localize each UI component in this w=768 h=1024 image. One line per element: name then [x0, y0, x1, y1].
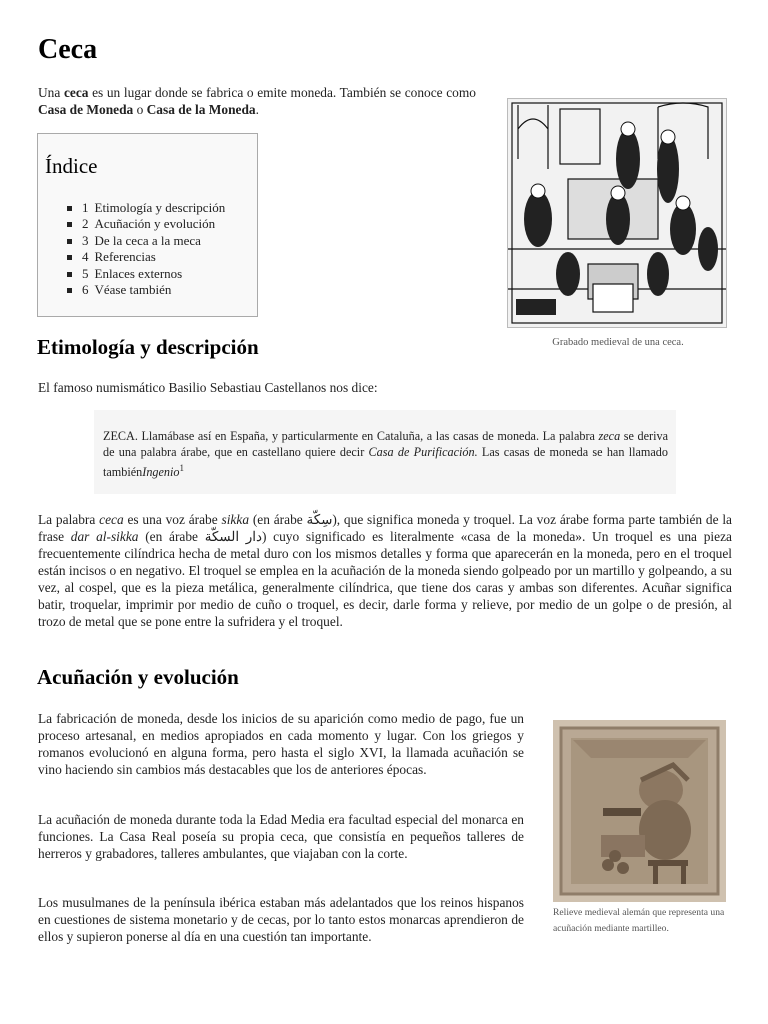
- section-heading-etimologia: Etimología y descripción: [37, 335, 259, 359]
- quote-lead: El famoso numismático Basilio Sebastiau Castellanos nos dice:: [38, 380, 378, 395]
- toc-number: 1: [82, 200, 89, 215]
- para-text: La palabra: [38, 512, 100, 527]
- reference-link[interactable]: 1: [179, 463, 184, 473]
- table-of-contents: [37, 133, 258, 317]
- intro-paragraph: [38, 84, 476, 118]
- toc-item-vease[interactable]: [66, 282, 225, 298]
- toc-label[interactable]: De la ceca a la meca: [94, 232, 201, 248]
- para-text: (en árabe دار السكّة) cuyo significado es literalmente «casa de la moneda». Un troquel es una pieza frecuentemente cilíndrica hecha de metal duro con los mismos detalles y forma que aparecerán en la moneda, pero en el troquel están incisos o en negativo. El troquel se emplea en la acuñación de la moneda siendo golpeado por un martillo y golpeando, a su vez, al cospel, que es la pieza metálica, generalmente cilíndrica, que tiene dos caras y ambas son diferentes. Acuñar significa batir, troquelar, imprimir por medio de cuño o troquel, es decir, darle forma y relieve, por medio de un golpe o de presión, al trozo de metal que se pone entre la sufridera y el troquel.: [38, 529, 732, 629]
- medieval-relief-image[interactable]: [553, 720, 726, 902]
- toc-number: 4: [82, 249, 89, 265]
- intro-text: Una: [38, 85, 64, 100]
- intro-text: o: [133, 102, 147, 117]
- section-heading-acunacion: Acuñación y evolución: [37, 665, 239, 689]
- para-term: dar al-sikka: [70, 529, 139, 544]
- quote-text: ZECA. Llamábase así en España, y particularmente en Cataluña, a las casas de moneda. La palabra: [103, 429, 599, 443]
- intro-text: es un lugar donde se fabrica o emite moneda. También se conoce como: [88, 85, 476, 100]
- term-casa-de-moneda: Casa de Moneda: [38, 102, 134, 117]
- quote-text: se deriva de una palabra árabe, que en castellano quiere decir: [103, 429, 668, 459]
- para-term: sikka: [221, 512, 250, 527]
- acunacion-paragraph-3: Los musulmanes de la península ibérica estaban más adelantados que los reinos hispanos en cuestiones de sistema monetario y de cecas, por lo tanto estos monarcas aprendieron de ellos y supieron ponerse al día en una cuestión tan importante.: [38, 895, 524, 944]
- para-text: (en árabe سِكّة), que significa moneda y troquel. La voz árabe forma parte también de la frase: [38, 512, 732, 544]
- relief-illustration: [553, 720, 726, 902]
- toc-label[interactable]: Acuñación y evolución: [94, 216, 216, 232]
- quote-term: Ingenio: [142, 465, 180, 480]
- toc-label[interactable]: Véase también: [94, 282, 172, 298]
- quote-term: Casa de Purificación.: [368, 445, 478, 459]
- figure-caption: Grabado medieval de una ceca.: [552, 337, 684, 348]
- figure-caption: Relieve medieval alemán que representa una acuñación mediante martilleo.: [553, 907, 725, 934]
- toc-item-enlaces[interactable]: [66, 266, 225, 282]
- toc-number: 6: [82, 282, 89, 298]
- page-title: Ceca: [38, 34, 98, 65]
- toc-item-referencias[interactable]: [66, 249, 225, 265]
- toc-item-acunacion[interactable]: [66, 216, 225, 232]
- toc-label[interactable]: Referencias: [94, 249, 156, 265]
- etymology-paragraph: [38, 511, 732, 630]
- toc-number: 5: [82, 265, 89, 281]
- toc-item-meca[interactable]: [66, 233, 225, 249]
- toc-item-etimologia[interactable]: [66, 200, 225, 216]
- quote-text: Las casas de moneda se han llamado también: [103, 445, 668, 480]
- intro-text: .: [255, 102, 259, 117]
- acunacion-paragraph-2: La acuñación de moneda durante toda la Edad Media era facultad especial del monarca en funciones. La Casa Real poseía su propia ceca, que consistía en pequeños talleres de herreros y grabadores, talleres ambulantes, que viajaban con la corte.: [38, 812, 524, 861]
- toc-heading: Índice: [45, 154, 98, 178]
- medieval-mint-engraving-image[interactable]: [507, 98, 727, 328]
- toc-label[interactable]: Enlaces externos: [94, 265, 183, 281]
- para-term: ceca: [99, 512, 124, 527]
- term-ceca: ceca: [63, 85, 89, 100]
- toc-number: 3: [82, 232, 89, 248]
- toc-number: 2: [82, 216, 89, 232]
- term-casa-de-la-moneda: Casa de la Moneda: [146, 102, 256, 117]
- engraving-illustration: [508, 99, 726, 327]
- toc-label[interactable]: Etimología y descripción: [94, 200, 226, 215]
- quote-term: zeca: [598, 429, 621, 443]
- acunacion-paragraph-1: La fabricación de moneda, desde los inicios de su aparición como medio de pago, fue un proceso artesanal, en medios apropiados en cada momento y lugar. Con los griegos y romanos evolucionó en alguna forma, pero hasta el siglo XVI, la llamada acuñación se vino haciendo sin cambios más destacables que los de anteriores épocas.: [38, 711, 524, 777]
- para-text: es una voz árabe: [123, 512, 222, 527]
- blockquote: [94, 410, 676, 494]
- toc-list: [66, 200, 225, 298]
